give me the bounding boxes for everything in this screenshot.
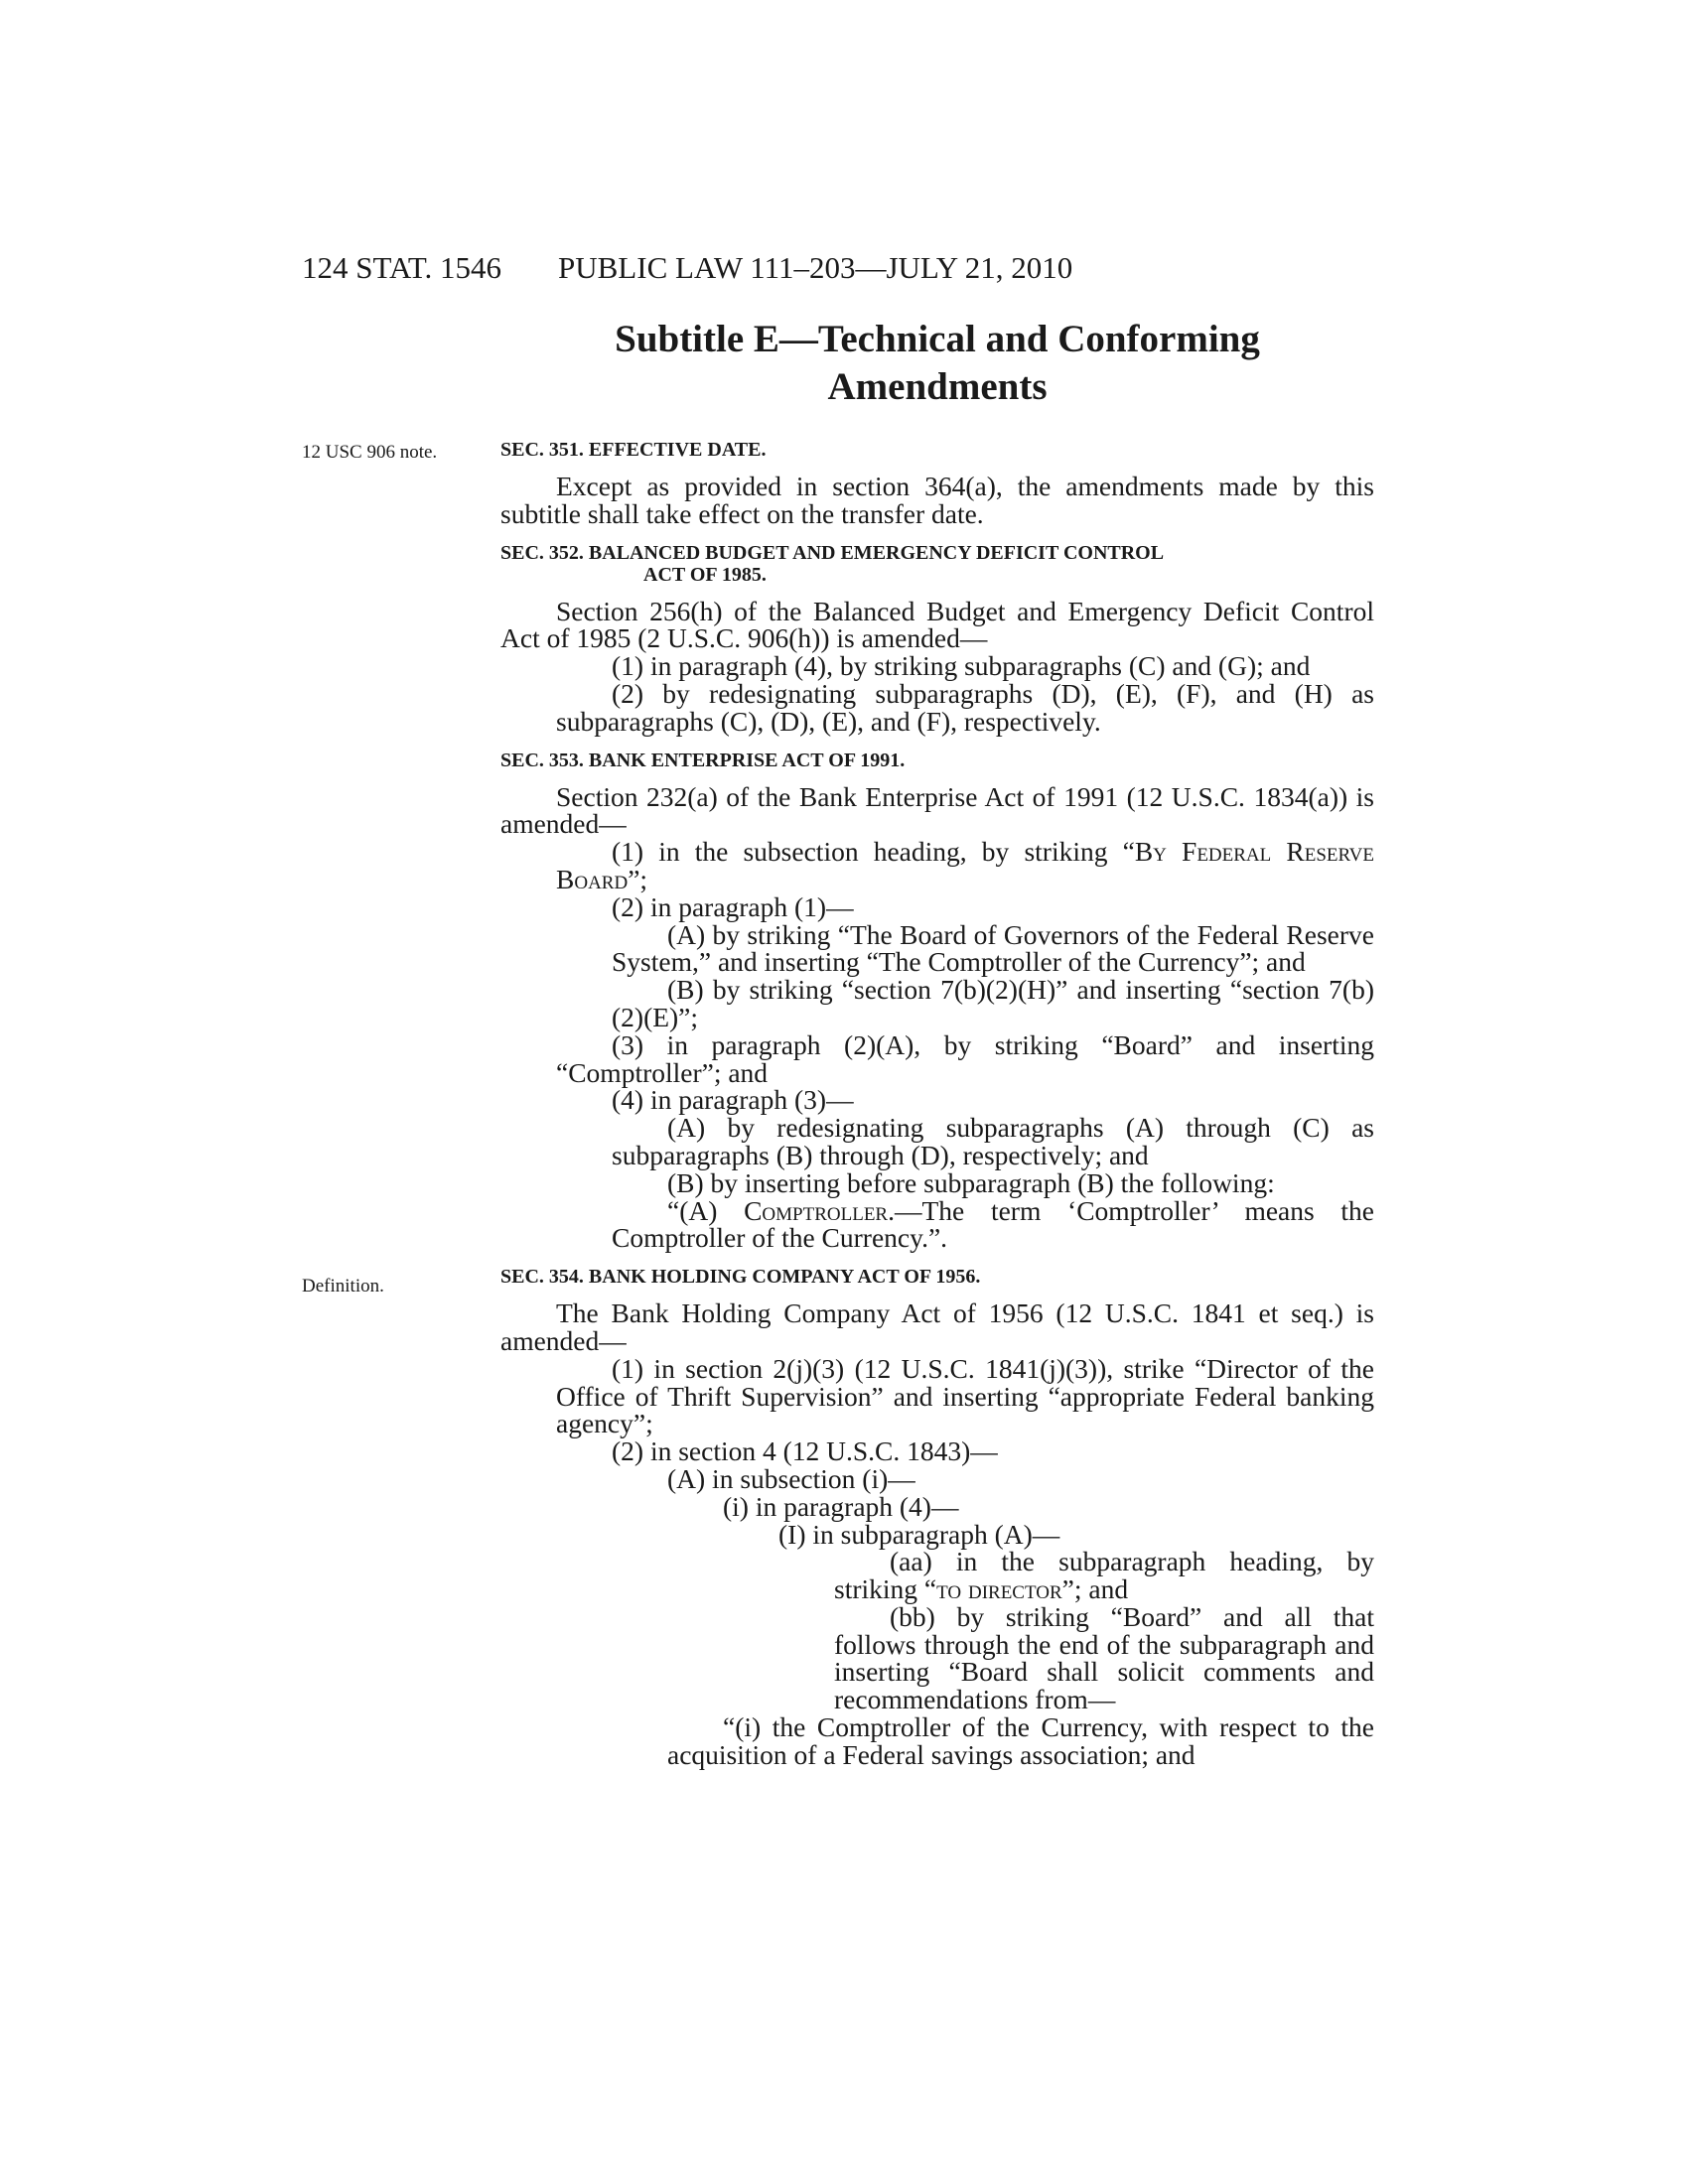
section-353-quoted-definition: [500, 1194, 1375, 1254]
section-353-para-1-smallcaps: By Federal Reserve Board: [556, 836, 1375, 894]
subtitle-line-1: Subtitle E—Technical and Conforming: [615, 318, 1260, 360]
section-354-para-2AiI: (I) in subparagraph (A)—: [778, 1518, 1060, 1550]
margin-note-definition: Definition.: [302, 1276, 384, 1297]
section-353-para-1: [500, 838, 1374, 893]
section-353-intro: Section 232(a) of the Bank Enterprise Act of 1991 (12 U.S.C. 1834(a)) is amended—: [500, 780, 1374, 840]
margin-note-usc: 12 USC 906 note.: [302, 442, 438, 463]
item-aa-smallcaps: to director: [936, 1573, 1062, 1605]
section-354-quoted-clause-i: “(i) the Comptroller of the Currency, with respect to the acquisition of a Federal savings association; and: [667, 1711, 1374, 1770]
section-352-heading-line-2: ACT OF 1985.: [643, 563, 767, 586]
statute-page-number: 124 STAT. 1546: [302, 250, 502, 285]
section-354-item-bb: (bb) by striking “Board” and all that follows through the end of the subparagraph and inserting “Board shall solicit comments and recommendations from—: [834, 1600, 1374, 1715]
document-body: [500, 439, 1374, 1769]
section-354-heading: SEC. 354. BANK HOLDING COMPANY ACT OF 1956.: [500, 1266, 981, 1289]
section-353-heading: SEC. 353. BANK ENTERPRISE ACT OF 1991.: [500, 749, 906, 771]
section-354-intro: The Bank Holding Company Act of 1956 (12 U.S.C. 1841 et seq.) is amended—: [500, 1297, 1374, 1356]
section-352-heading-line-1: SEC. 352. BALANCED BUDGET AND EMERGENCY DEFICIT CONTROL: [500, 541, 1165, 564]
quoted-definition-term: Comptroller: [744, 1194, 889, 1226]
page-header: [302, 250, 1374, 290]
item-aa-text: (aa) in the subparagraph heading, by striking “: [834, 1546, 1374, 1605]
section-352-intro: Section 256(h) of the Balanced Budget and Emergency Deficit Control Act of 1985 (2 U.S.C. 906(h)) is amended—: [500, 595, 1374, 654]
section-353-para-1-end: ”;: [628, 863, 648, 894]
item-aa-end: ”; and: [1061, 1573, 1129, 1605]
section-353-para-3: (3) in paragraph (2)(A), by striking “Board” and inserting “Comptroller”; and: [556, 1028, 1374, 1088]
section-352-para-2: (2) by redesignating subparagraphs (D), (E), (F), and (H) as subparagraphs (C), (D), (E), and (F), respectively.: [556, 677, 1374, 737]
section-353-para-4: (4) in paragraph (3)—: [612, 1084, 854, 1116]
section-354-para-2A: (A) in subsection (i)—: [667, 1462, 915, 1494]
section-354-para-2Ai: (i) in paragraph (4)—: [723, 1490, 959, 1522]
subtitle-line-2: Amendments: [827, 365, 1048, 408]
section-354-para-1: (1) in section 2(j)(3) (12 U.S.C. 1841(j)(3)), strike “Director of the Office of Thrift Supervision” and inserting “appropriate Federal banking agency”;: [556, 1352, 1374, 1439]
section-353-para-4b: (B) by inserting before subparagraph (B) the following:: [667, 1166, 1275, 1198]
quoted-definition-label: “(A): [667, 1194, 745, 1226]
section-354-item-aa: [500, 1548, 1374, 1603]
subtitle-heading: [500, 316, 1374, 411]
section-353-para-1-text: (1) in the subsection heading, by striking “: [612, 836, 1135, 868]
section-354-para-2: (2) in section 4 (12 U.S.C. 1843)—: [612, 1435, 998, 1467]
section-351-text: Except as provided in section 364(a), the amendments made by this subtitle shall take effect on the transfer date.: [500, 471, 1374, 529]
section-352-heading: [500, 542, 1374, 586]
section-351-heading: SEC. 351. EFFECTIVE DATE.: [500, 439, 767, 461]
section-353-para-2b: (B) by striking “section 7(b)(2)(H)” and inserting “section 7(b)(2)(E)”;: [612, 974, 1374, 1032]
quoted-definition-text: .—The term ‘Comptroller’ means the Comptroller of the Currency.”.: [612, 1194, 1375, 1254]
section-353-para-2a: (A) by striking “The Board of Governors of the Federal Reserve System,” and inserting “The Comptroller of the Currency”; and: [612, 918, 1374, 978]
section-352-para-1: (1) in paragraph (4), by striking subparagraphs (C) and (G); and: [612, 650, 1311, 682]
section-353-para-4a: (A) by redesignating subparagraphs (A) through (C) as subparagraphs (B) through (D), respectively; and: [612, 1112, 1374, 1170]
public-law-citation: PUBLIC LAW 111–203—JULY 21, 2010: [558, 250, 1073, 285]
section-353-para-2: (2) in paragraph (1)—: [612, 890, 854, 922]
